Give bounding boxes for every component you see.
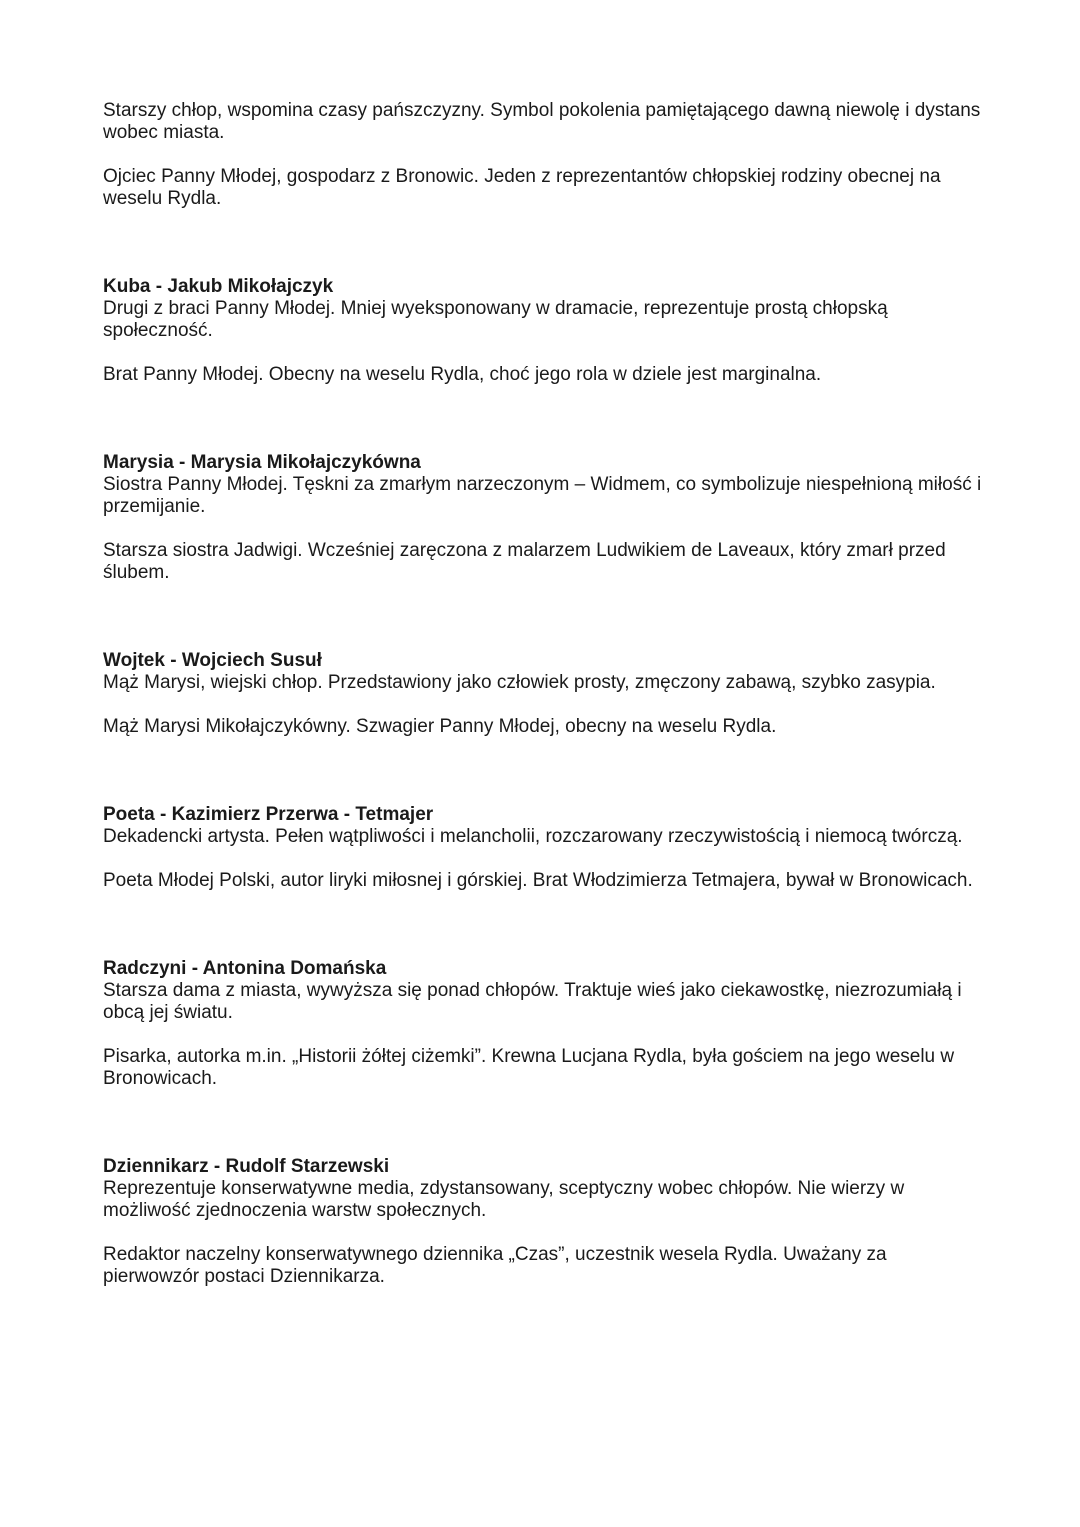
character-description: Drugi z braci Panny Młodej. Mniej wyeksponowany w dramacie, reprezentuje prostą chłopską społeczność. (103, 298, 888, 341)
character-prototype: Mąż Marysi Mikołajczykówny. Szwagier Panny Młodej, obecny na weselu Rydla. (103, 716, 777, 737)
intro-paragraph-2: Ojciec Panny Młodej, gospodarz z Bronowic. Jeden z reprezentantów chłopskiej rodziny obecnej na weselu Rydla. (103, 166, 941, 209)
character-entry-radczyni (103, 958, 983, 1090)
character-entry-wojtek (103, 650, 983, 738)
character-prototype: Pisarka, autorka m.in. „Historii żółtej ciżemki”. Krewna Lucjana Rydla, była gościem na jego weselu w Bronowicach. (103, 1046, 955, 1089)
character-entry-marysia (103, 452, 983, 584)
document-page (103, 100, 983, 1288)
character-prototype: Redaktor naczelny konserwatywnego dziennika „Czas”, uczestnik wesela Rydla. Uważany za pierwowzór postaci Dziennikarza. (103, 1244, 887, 1287)
character-heading: Marysia - Marysia Mikołajczykówna (103, 452, 421, 473)
character-description: Siostra Panny Młodej. Tęskni za zmarłym narzeczonym – Widmem, co symbolizuje niespełnioną miłość i przemijanie. (103, 474, 982, 517)
character-description: Dekadencki artysta. Pełen wątpliwości i melancholii, rozczarowany rzeczywistością i niemocą twórczą. (103, 826, 963, 847)
character-entry-kuba (103, 276, 983, 386)
character-heading: Wojtek - Wojciech Susuł (103, 650, 322, 671)
character-prototype: Starsza siostra Jadwigi. Wcześniej zaręczona z malarzem Ludwikiem de Laveaux, który zmarł przed ślubem. (103, 540, 946, 583)
character-heading: Kuba - Jakub Mikołajczyk (103, 276, 334, 297)
character-heading: Poeta - Kazimierz Przerwa - Tetmajer (103, 804, 434, 825)
character-description: Mąż Marysi, wiejski chłop. Przedstawiony jako człowiek prosty, zmęczony zabawą, szybko zasypia. (103, 672, 936, 693)
character-heading: Radczyni - Antonina Domańska (103, 958, 387, 979)
character-prototype: Brat Panny Młodej. Obecny na weselu Rydla, choć jego rola w dziele jest marginalna. (103, 364, 822, 385)
character-heading: Dziennikarz - Rudolf Starzewski (103, 1156, 390, 1177)
character-description: Starsza dama z miasta, wywyższa się ponad chłopów. Traktuje wieś jako ciekawostkę, niezrozumiałą i obcą jej światu. (103, 980, 962, 1023)
character-entry-poeta (103, 804, 983, 892)
character-description: Reprezentuje konserwatywne media, zdystansowany, sceptyczny wobec chłopów. Nie wierzy w możliwość zjednoczenia warstw społecznych. (103, 1178, 905, 1221)
character-entry-dziennikarz (103, 1156, 983, 1288)
character-prototype: Poeta Młodej Polski, autor liryki miłosnej i górskiej. Brat Włodzimierza Tetmajera, bywał w Bronowicach. (103, 870, 973, 891)
intro-paragraph-1: Starszy chłop, wspomina czasy pańszczyzny. Symbol pokolenia pamiętającego dawną niewolę i dystans wobec miasta. (103, 100, 981, 143)
